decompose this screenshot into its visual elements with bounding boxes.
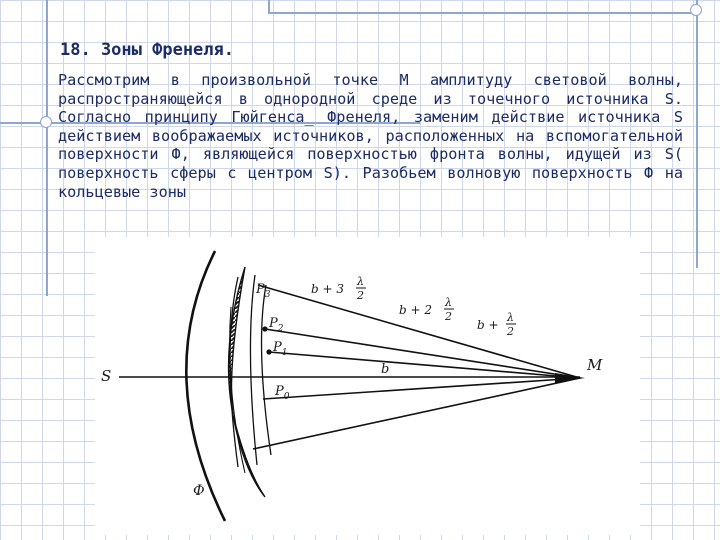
zone-boundary-line-3 bbox=[262, 285, 271, 455]
decor-vertical-rule bbox=[46, 0, 48, 296]
svg-text:2: 2 bbox=[445, 310, 452, 323]
svg-text:b + 2: b + 2 bbox=[399, 303, 432, 317]
distance-label-b-plus-2-half-lambda bbox=[399, 296, 454, 323]
source-label-s: S bbox=[101, 367, 112, 385]
svg-text:b +: b + bbox=[477, 318, 499, 332]
zone-boundary-line-2 bbox=[250, 275, 257, 465]
point-p2-dot bbox=[262, 326, 267, 331]
slide-body-text: Рассмотрим в произвольной точке М амплитуду световой волны, распространяющейся в однородной среде из точечного источника S. Согласно принципу Гюйгенса_ Френеля, заменим действие источника S действием воображаемых источников, расположенных на вспомогательной поверхности Ф, являющейся поверхностью фронта волны, идущей из S( поверхность сферы с центром S). Разобьем волновую поверхность Ф на кольцевые зоны bbox=[58, 71, 683, 201]
svg-text:2: 2 bbox=[357, 289, 364, 302]
decor-rule-node bbox=[40, 116, 52, 128]
surface-label-phi: Ф bbox=[193, 483, 205, 499]
distance-label-b-plus-half-lambda bbox=[477, 311, 516, 338]
observer-label-m: M bbox=[587, 356, 603, 374]
ray-p2-m bbox=[265, 329, 580, 378]
slide-title: 18. Зоны Френеля. bbox=[60, 40, 234, 60]
distance-label-b-plus-3-half-lambda bbox=[311, 275, 366, 302]
decor-top-rule-2 bbox=[268, 12, 698, 14]
point-p1-dot bbox=[266, 349, 271, 354]
label-p3: $P_3$ bbox=[256, 282, 271, 300]
svg-text:λ: λ bbox=[357, 275, 364, 288]
label-p0: $P_0$ bbox=[275, 384, 290, 402]
decor-right-rule bbox=[696, 0, 698, 268]
decor-right-node bbox=[690, 4, 702, 16]
label-p2: $P_2$ bbox=[269, 316, 284, 334]
label-p1: $P_1$ bbox=[273, 340, 288, 358]
svg-text:λ: λ bbox=[507, 311, 514, 324]
fresnel-zones-diagram bbox=[95, 237, 640, 535]
svg-text:λ: λ bbox=[445, 296, 452, 309]
distance-label-b: b bbox=[381, 362, 390, 377]
wavefront-outer-arc bbox=[186, 251, 225, 521]
svg-text:2: 2 bbox=[507, 325, 514, 338]
svg-text:b + 3: b + 3 bbox=[311, 282, 344, 296]
